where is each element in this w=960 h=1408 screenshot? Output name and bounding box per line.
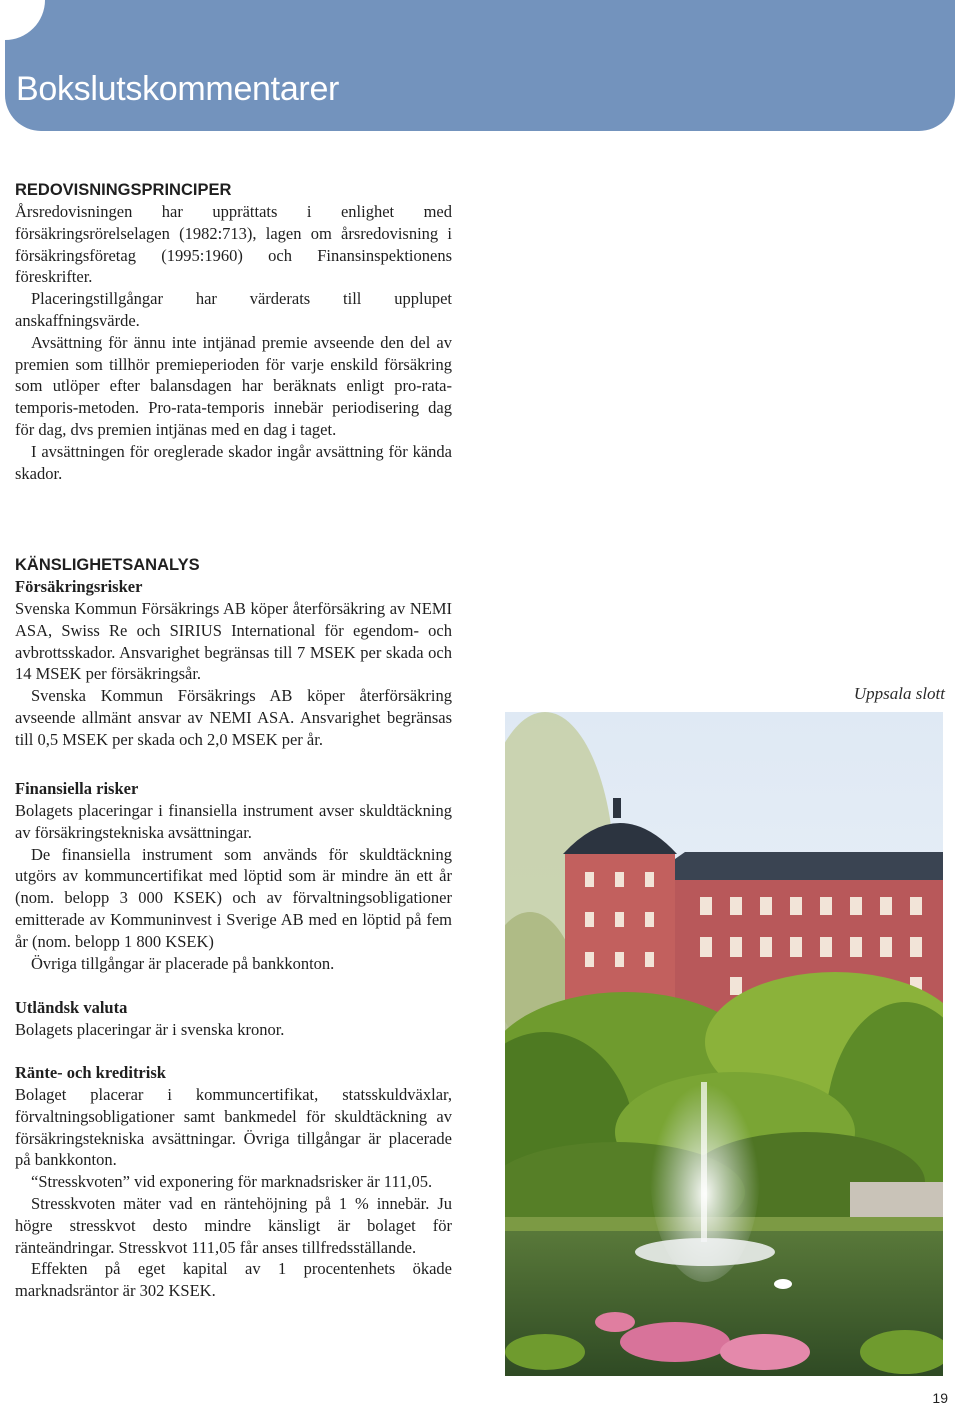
- section-heading-kanslighetsanalys: KÄNSLIGHETSANALYS: [15, 556, 200, 574]
- body-paragraph: “Stresskvoten” vid exponering för marknadsrisker är 111,05.: [31, 1172, 433, 1192]
- sub-heading-forsakringsrisker: Försäkringsrisker: [15, 577, 143, 596]
- section-kanslighetsanalys: [15, 554, 452, 751]
- section-heading-redovisningsprinciper: REDOVISNINGSPRINCIPER: [15, 181, 232, 199]
- sub-heading-finansiella-risker: Finansiella risker: [15, 779, 139, 798]
- body-paragraph: Placeringstillgångar har värderats till upplupet anskaffningsvärde.: [15, 289, 452, 330]
- body-paragraph: Avsättning för ännu inte intjänad premie avseende den del av premien som tillhör premieperioden för varje enskild försäkring som utlöper efter balansdagen har beräknats enligt pro-rata-temporis-metoden. Pro-rata-temporis innebär periodisering dag för dag, dvs premien intjänas med en dag i taget.: [15, 332, 452, 439]
- body-paragraph: De finansiella instrument som används för skuldtäckning utgörs av kommuncertifikat med löptid som är mindre än ett år (nom. belopp 3 000 KSEK) och av förvaltningsobligationer emitterade av Kommuninvest i Sverige AB med en löptid på fem år (nom. belopp 1 800 KSEK): [15, 844, 452, 951]
- section-finansiella-risker: [15, 778, 452, 974]
- uppsala-castle-photo: [505, 712, 943, 1376]
- section-utlandsk-valuta: [15, 997, 452, 1041]
- body-paragraph: Effekten på eget kapital av 1 procentenhets ökade marknadsräntor är 302 KSEK.: [15, 1259, 452, 1301]
- body-paragraph: Övriga tillgångar är placerade på bankkonton.: [31, 953, 335, 973]
- body-paragraph: I avsättningen för oreglerade skador ingår avsättning för kända skador.: [15, 441, 452, 483]
- page-title: Bokslutskommentarer: [16, 70, 340, 108]
- body-paragraph: Årsredovisningen har upprättats i enlighet med försäkringsrörelselagen (1982:713), lagen om årsredovisning i försäkringsföretag (1995:1960) och Finansinspektionens föreskrifter.: [15, 202, 452, 287]
- body-paragraph: Bolagets placeringar är i svenska kronor.: [15, 1020, 285, 1039]
- header-band: [5, 0, 955, 131]
- body-paragraph: Svenska Kommun Försäkrings AB köper återförsäkring avseende allmänt ansvar av NEMI ASA. Ansvarighet begränsas till 0,5 MSEK per skada och 2,0 MSEK per år.: [15, 686, 452, 749]
- section-redovisningsprinciper: [15, 179, 452, 484]
- sub-heading-rante-och-kreditrisk: Ränte- och kreditrisk: [15, 1063, 166, 1082]
- page-number: 19: [932, 1390, 948, 1406]
- body-paragraph: Bolagets placeringar i finansiella instrument avser skuldtäckning av försäkringstekniska avsättningar.: [15, 801, 452, 842]
- body-paragraph: Svenska Kommun Försäkrings AB köper återförsäkring av NEMI ASA, Swiss Re och SIRIUS International för egendom- och avbrottsskador. Ansvarighet begränsas till 7 MSEK per skada och 14 MSEK per försäkringsår.: [15, 599, 452, 684]
- section-rante-och-kreditrisk: [15, 1062, 452, 1302]
- sub-heading-utlandsk-valuta: Utländsk valuta: [15, 998, 128, 1017]
- body-paragraph: Bolaget placerar i kommuncertifikat, statsskuldväxlar, förvaltningsobligationer samt bankmedel för skuldtäckning av försäkringstekniska avsättningar. Övriga tillgångar är placerade på bankkonton.: [15, 1085, 452, 1170]
- body-paragraph: Stresskvoten mäter vad en räntehöjning på 1 % innebär. Ju högre stresskvot desto mindre känsligt är bolaget för ränteändringar. Stresskvot 111,05 får anses tillfredsställande.: [15, 1193, 452, 1257]
- photo-caption: Uppsala slott: [853, 684, 945, 703]
